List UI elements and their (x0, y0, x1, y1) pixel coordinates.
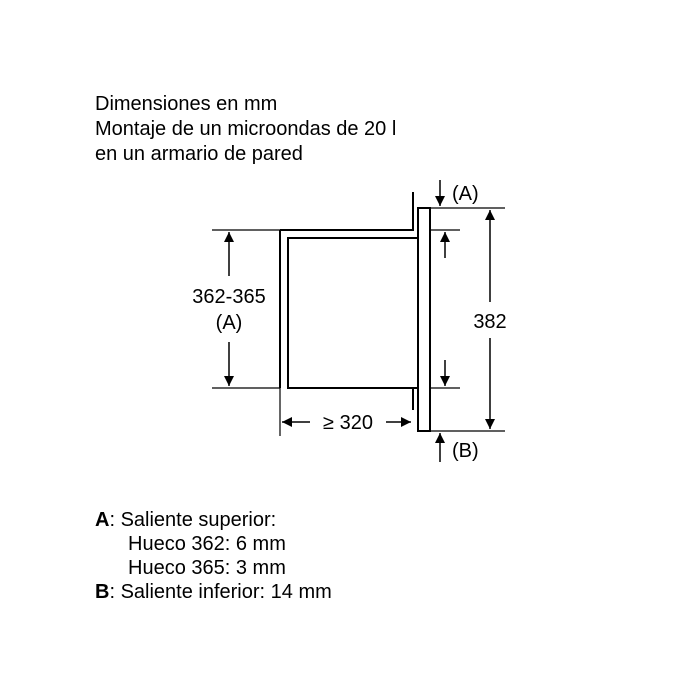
legend-b-row (95, 580, 332, 604)
legend-a-text: : Saliente superior: (109, 509, 277, 531)
legend-a-key: A (95, 509, 110, 531)
microwave-body (288, 238, 418, 388)
title-line-3: en un armario de pared (95, 143, 303, 165)
legend-a-line-2: Hueco 362: 6 mm (128, 533, 286, 555)
cabinet-outline (280, 192, 413, 230)
microwave-front-panel (418, 208, 430, 431)
top-offset-label: (A) (452, 183, 479, 205)
legend-a-line-3: Hueco 365: 3 mm (128, 557, 286, 579)
legend-b-key: B (95, 581, 110, 603)
height-ref-label: (A) (215, 312, 243, 334)
height-range-label: 362-365 (192, 286, 266, 308)
total-height-label: 382 (473, 311, 507, 333)
bottom-offset-label: (B) (452, 440, 479, 462)
legend-b-text: : Saliente inferior: 14 mm (109, 581, 332, 603)
title-line-2: Montaje de un microondas de 20 l (95, 118, 397, 140)
legend-a-row (95, 508, 332, 532)
legend (95, 508, 332, 604)
title-line-1: Dimensiones en mm (95, 93, 278, 115)
depth-label: ≥ 320 (323, 412, 373, 434)
